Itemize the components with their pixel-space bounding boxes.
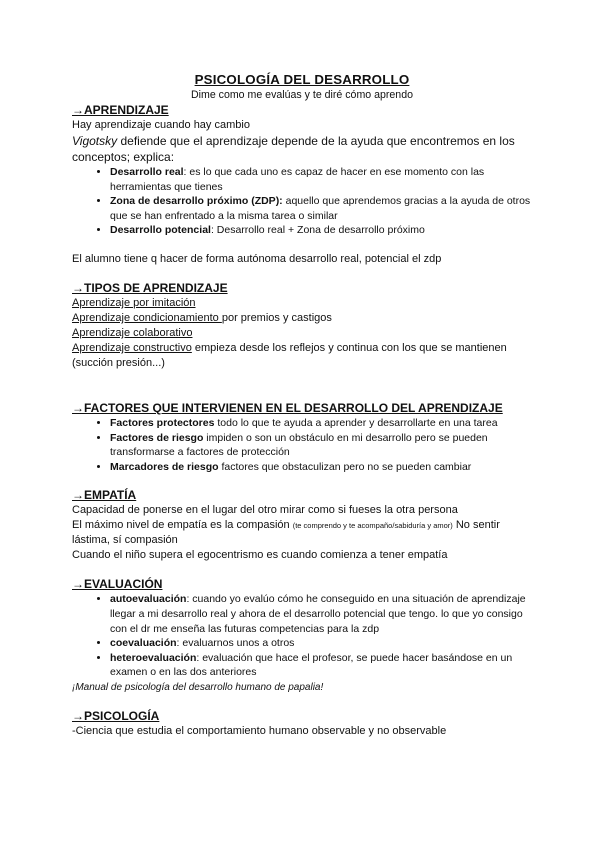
list-item-term: Factores protectores (110, 416, 215, 429)
list-item-term: Desarrollo potencial (110, 224, 211, 237)
tipo-item-name: Aprendizaje por imitación (72, 296, 196, 309)
list-item-text: : Desarrollo real + Zona de desarrollo próximo (210, 224, 425, 237)
manual-reference: ¡Manual de psicología del desarrollo humano de papalia! (72, 681, 324, 693)
list-item-text: : evaluación que hace el profesor, se puede hacer basándose en un examen o en las dos anteriores (110, 651, 513, 679)
list-item (110, 194, 532, 223)
list-item-term: Marcadores de riesgo (110, 460, 219, 473)
document-title: PSICOLOGÍA DEL DESARROLLO (194, 72, 410, 87)
list-item (110, 223, 532, 238)
list-item-term: Factores de riesgo (110, 431, 204, 444)
empatia-line: Cuando el niño supera el egocentrismo es cuando comienza a tener empatía (72, 549, 448, 562)
list-item (110, 636, 532, 651)
list-item (110, 651, 532, 680)
list-item-text: aquello que aprendemos gracias a la ayuda de otros que se han enfrentado a la misma tarea o similar (110, 195, 531, 222)
tipo-item-rest: empieza desde los reflejos y continua con los que se mantienen (succión presión...) (72, 341, 507, 369)
tipo-item (72, 341, 532, 371)
section-heading-factores: →FACTORES QUE INTERVIENEN EN EL DESARROLLO DEL APRENDIZAJE (72, 400, 503, 415)
section-heading-tipos: →TIPOS DE APRENDIZAJE (72, 280, 228, 295)
list-item-text: impiden o son un obstáculo en mi desarrollo pero se pueden transformarse a factores de protección (110, 431, 488, 459)
list-item-text: : es lo que cada uno es capaz de hacer en ese momento con las herramientas que tienes (110, 166, 485, 193)
vigotsky-name: Vigotsky (72, 134, 118, 148)
aprendizaje-note: El alumno tiene q hacer de forma autónoma desarrollo real, potencial el zdp (72, 252, 442, 265)
section-heading-aprendizaje: →APRENDIZAJE (72, 103, 169, 117)
list-item (110, 165, 532, 194)
list-item (110, 460, 532, 475)
list-item-term: autoevaluación (110, 593, 187, 606)
vigotsky-text: defiende que el aprendizaje depende de la ayuda que encontremos en los conceptos; explica: (72, 134, 515, 164)
list-item-text: : cuando yo evalúo cómo he conseguido en una situación de aprendizaje llegar a mi desarrollo real y ahora de el desarrollo potencial que tengo. lo que yo consigo con el dr me enseña las futuras competencias para la zdp (110, 593, 526, 635)
factores-list (72, 416, 532, 474)
empatia-compasion (72, 518, 532, 548)
tipo-item-rest: por premios y castigos (221, 311, 332, 324)
list-item-term: Desarrollo real (110, 166, 184, 178)
aprendizaje-list (72, 165, 532, 238)
tipo-item (72, 296, 532, 311)
vigotsky-paragraph (72, 133, 532, 165)
list-item-text: todo lo que te ayuda a aprender y desarrollarte en una tarea (214, 416, 498, 429)
list-item-text: factores que obstaculizan pero no se pueden cambiar (218, 460, 472, 473)
aprendizaje-line: Hay aprendizaje cuando hay cambio (72, 119, 250, 131)
document-page (72, 72, 532, 739)
empatia-compasion-text: El máximo nivel de empatía es la compasión (72, 519, 293, 532)
section-heading-psicologia: →PSICOLOGÍA (72, 708, 160, 723)
section-heading-empatia: →EMPATÍA (72, 488, 137, 503)
tipo-item-name: Aprendizaje colaborativo (72, 326, 193, 339)
empatia-compasion-note: (te comprendo y te acompaño/sabiduría y amor) (292, 521, 453, 531)
tipo-item (72, 326, 532, 341)
list-item (110, 416, 532, 431)
list-item-text: : evaluarnos unos a otros (176, 637, 295, 650)
section-heading-evaluacion: →EVALUACIÓN (72, 577, 163, 592)
list-item (110, 431, 532, 460)
empatia-line: Capacidad de ponerse en el lugar del otro mirar como si fueses la otra persona (72, 504, 458, 517)
tipo-item-name: Aprendizaje constructivo (72, 341, 192, 354)
list-item (110, 592, 532, 636)
psicologia-line: -Ciencia que estudia el comportamiento humano observable y no observable (72, 724, 447, 737)
tipo-item-name: Aprendizaje condicionamiento (72, 311, 222, 324)
evaluacion-list (72, 592, 532, 680)
empatia-compasion-end: No sentir lástima, sí compasión (72, 519, 500, 547)
list-item-term: coevaluación (110, 637, 177, 650)
document-subtitle: Dime como me evalúas y te diré cómo aprendo (191, 89, 413, 101)
list-item-term: heteroevaluación (110, 651, 197, 664)
tipo-item (72, 311, 532, 326)
list-item-term: Zona de desarrollo próximo (ZDP): (110, 195, 283, 208)
